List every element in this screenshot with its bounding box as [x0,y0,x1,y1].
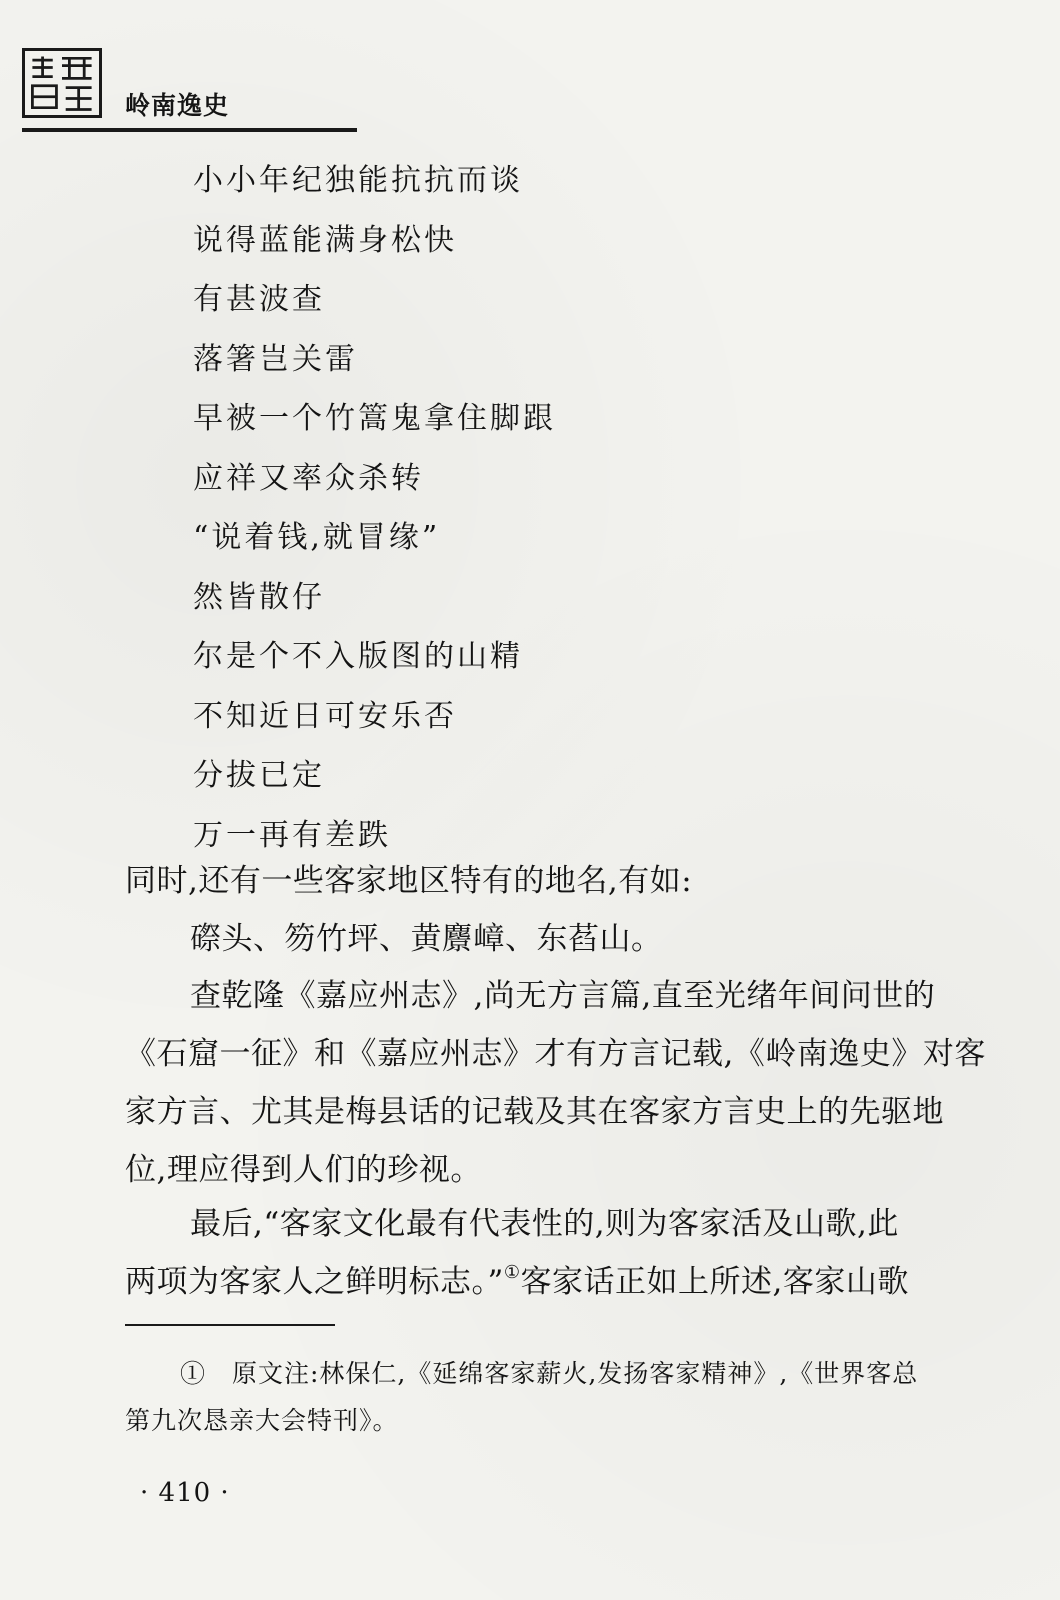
paragraph-place-names: 磜头、笏竹坪、黄麖嶂、东萏山。 [190,921,663,957]
paragraph-line: 查乾隆《嘉应州志》,尚无方言篇,直至光绪年间问世的 [190,978,936,1014]
footnote-marker: ① [503,1262,521,1283]
paragraph-line: 家方言、尤其是梅县话的记载及其在客家方言史上的先驱地 [125,1094,944,1130]
seal-stamp-icon [22,48,102,118]
verse-line: 尔是个不入版图的山精 [193,639,523,674]
verse-line: “说着钱,就冒缘” [193,520,441,555]
paragraph-gazetteer [125,967,986,1199]
verse-line: 早被一个竹篙鬼拿住脚跟 [193,401,556,436]
paragraph-line [125,1253,955,1311]
verse-line: 不知近日可安乐否 [193,698,457,734]
paragraph-text: 客家话正如上所述,客家山歌 [520,1264,909,1300]
header-rule [22,128,357,132]
footnote-rule [125,1324,335,1326]
paragraph-place-names-intro: 同时,还有一些客家地区特有的地名,有如: [125,863,693,899]
page-number: · 410 · [140,1478,230,1508]
paragraph-line: 最后,“客家文化最有代表性的,则为客家活及山歌,此 [190,1206,899,1242]
verse-line: 分拔已定 [193,758,325,793]
verse-list [193,158,556,872]
verse-line: 说得蓝能满身松快 [193,222,457,258]
footnote [125,1350,955,1444]
paragraph-folk-songs [125,1195,955,1311]
running-title: 岭南逸史 [125,91,230,120]
verse-line: 小小年纪独能抗抗而谈 [193,163,523,198]
verse-line: 应祥又率众杀转 [193,460,424,496]
footnote-line: ① 原文注:林保仁,《延绵客家薪火,发扬客家精神》,《世界客总 [180,1359,919,1388]
footnote-line: 第九次恳亲大会特刊》。 [125,1406,399,1435]
verse-line: 落箸岂关雷 [193,341,358,377]
verse-line: 有甚波查 [193,282,325,317]
paragraph-line: 位,理应得到人们的珍视。 [125,1152,482,1188]
verse-line: 然皆散仔 [193,579,325,615]
paragraph-text: 两项为客家人之鲜明标志。” [125,1264,504,1300]
verse-line: 万一再有差跌 [193,817,391,853]
paragraph-line: 《石窟一征》和《嘉应州志》才有方言记载,《岭南逸史》对客 [125,1036,986,1072]
